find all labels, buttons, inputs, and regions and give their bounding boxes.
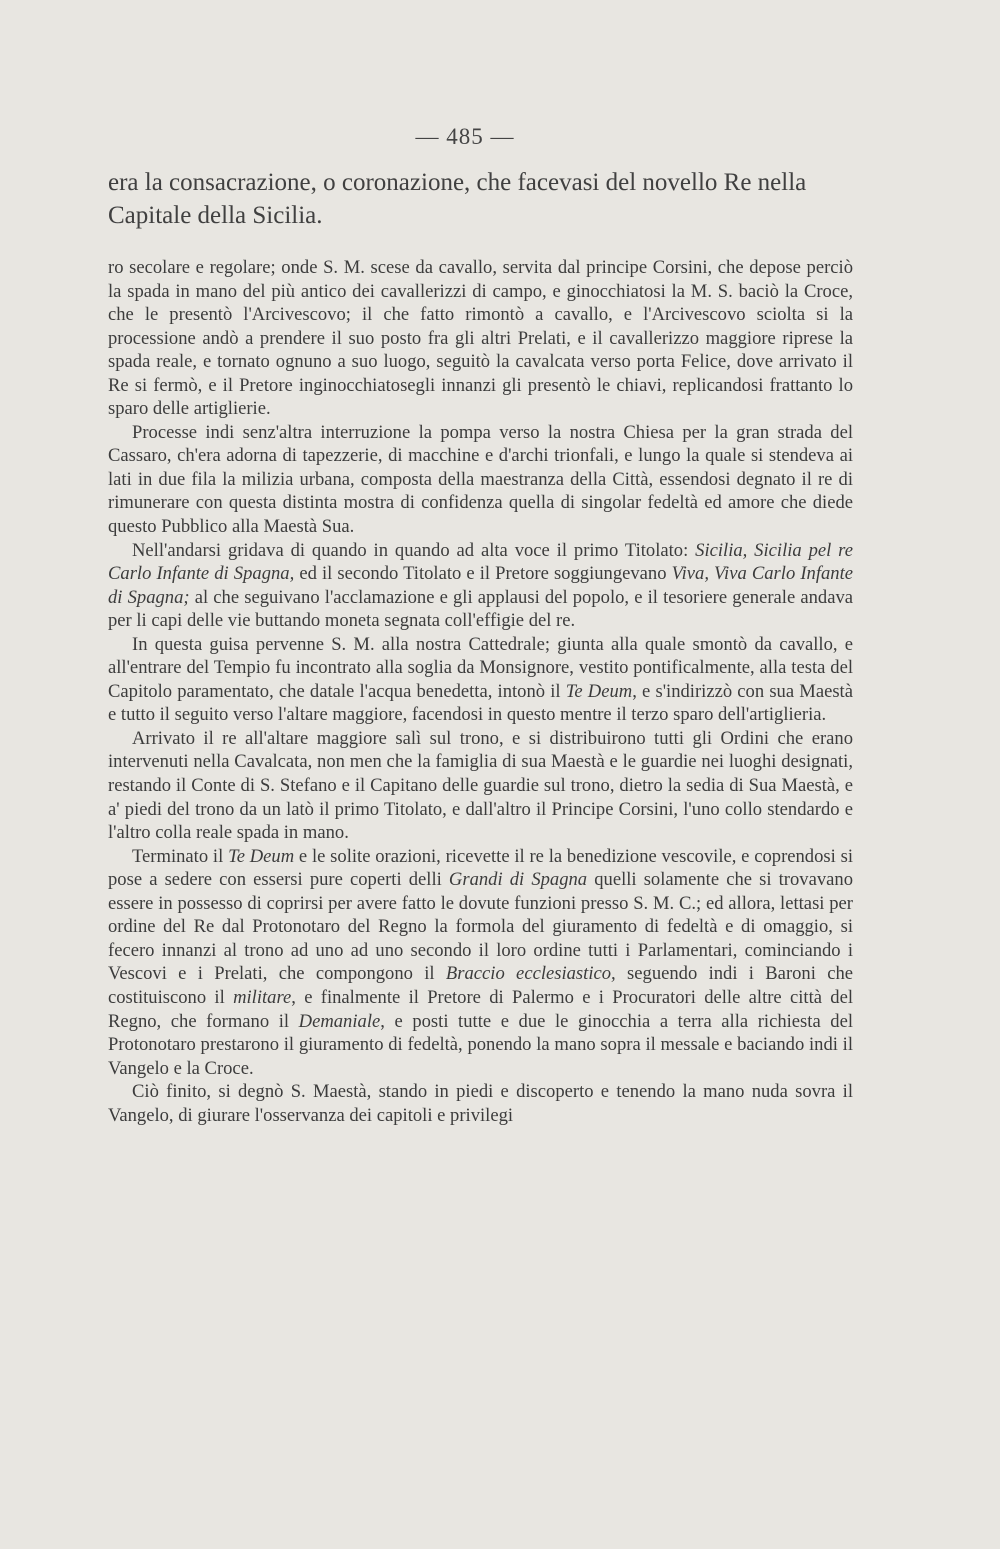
body-paragraph xyxy=(108,727,853,845)
body-paragraph xyxy=(108,539,853,633)
text-run: Processe indi senz'altra interruzione la pompa verso la nostra Chiesa per la gran strada del Cassaro, ch'era adorna di tapezzerie, di macchine e d'archi trionfali, e lungo la quale si stendeva ai lati in due fila la milizia urbana, composta della maestranza della Città, essendosi degnato il re di rimunerare con questa distinta mostra di confidenza quella di singolar fedeltà ed amore che diede questo Pubblico alla Maestà Sua. xyxy=(108,421,853,538)
italic-phrase: Grandi di Spagna xyxy=(448,869,588,891)
italic-phrase: militare xyxy=(233,986,292,1008)
text-run: , e finalmente il Pretore di Palermo e i Procuratori delle altre città del Regno, che formano il xyxy=(108,986,854,1032)
text-run: seguendo indi i Baroni che costituiscono il xyxy=(108,963,854,1008)
text-run: , e s'indirizzò con sua Maestà e tutto il seguito verso l'altare maggiore, facendosi in questo mentre il terzo sparo dell'artiglieria. xyxy=(108,680,853,726)
text-run: ed il secondo Titolato e il Pretore soggiungevano xyxy=(294,563,672,585)
body-text xyxy=(108,256,853,1127)
italic-phrase: Sicilia, Sicilia pel re Carlo Infante di Spagna, xyxy=(108,539,853,585)
body-paragraph xyxy=(108,256,853,421)
body-paragraph xyxy=(108,421,853,539)
text-run: al che seguivano l'acclamazione e gli applausi del popolo, e il tesoriere generale andava per li capi delle vie buttando moneta segnata coll'effigie del re. xyxy=(108,586,853,632)
body-paragraph xyxy=(108,845,853,1080)
body-paragraph xyxy=(108,633,853,727)
intro-paragraph: era la consacrazione, o coronazione, che facevasi del novello Re nella Capitale della Sicilia. xyxy=(108,169,807,229)
italic-phrase: Braccio ecclesiastico, xyxy=(445,963,616,985)
page-number: — 485 — xyxy=(415,124,515,149)
text-run: ro secolare e regolare; onde S. M. scese da cavallo, servita dal principe Corsini, che depose perciò la spada in mano del più antico dei cavallerizzi di campo, e ginocchiatosi la M. S. baciò la Croce, che le presentò l'Arcivescovo; il che fatto rimontò a cavallo, e l'Arcivescovo sciolta si la processione andò a prendere il suo posto fra gli altri Prelati, e il cavallerizzo maggiore riprese la spada reale, e tornato ognuno a suo luogo, seguitò la cavalcata verso porta Felice, dove arrivato il Re si fermò, e il Pretore inginocchiatosegli innanzi gli presentò le chiavi, replicandosi frattanto lo sparo delle artiglierie. xyxy=(108,257,853,420)
text-run: Arrivato il re all'altare maggiore salì sul trono, e si distribuirono tutti gli Ordini che erano intervenuti nella Cavalcata, non men che la famiglia di sua Maestà e le guardie nei luoghi designati, restando il Conte di S. Stefano e il Capitano delle guardie sul trono, dietro la sedia di Sua Maestà, e a' piedi del trono da un latò il primo Titolato, e dall'altro il Principe Corsini, l'uno collo stendardo e l'altro colla reale spada in mano. xyxy=(108,727,853,844)
text-run: Nell'andarsi gridava di quando in quando ad alta voce il primo Titolato: xyxy=(132,539,696,561)
text-run: Terminato il xyxy=(132,845,229,867)
text-run: quelli solamente che si trovavano essere in possesso di coprirsi per avere fatto le dovute funzioni presso S. M. C.; ed allora, lettasi per ordine del Re dal Protonotaro del Regno la formola del giuramento di fedeltà e di omaggio, si fecero innanzi al trono ad uno ad uno secondo il loro ordine tutti i Parlamentari, cominciando i Vescovi e i Prelati, che compongono il xyxy=(108,869,853,985)
text-run: Ciò finito, si degnò S. Maestà, stando in piedi e discoperto e tenendo la mano nuda sovra il Vangelo, di giurare l'osservanza dei capitoli e privilegi xyxy=(108,1081,853,1126)
text-run: , e posti tutte e due le ginocchia a terra alla richiesta del Protonotaro prestarono il giuramento di fedeltà, ponendo la mano sopra il messale e baciando indi il Vangelo e la Croce. xyxy=(108,1010,853,1079)
text-run: e le solite orazioni, ricevette il re la benedizione vescovile, e coprendosi si pose a sedere con essersi pure coperti delli xyxy=(108,845,853,891)
italic-phrase: Te Deum xyxy=(228,845,295,867)
text-run: In questa guisa pervenne S. M. alla nostra Cattedrale; giunta alla quale smontò da cavallo, e all'entrare del Tempio fu incontrato alla soglia da Monsignore, vestito pontificalmente, alla testa del Capitolo paramentato, che datale l'acqua benedetta, intonò il xyxy=(108,633,853,702)
italic-phrase: Demaniale xyxy=(298,1010,381,1032)
italic-phrase: Viva, Viva Carlo Infante di Spagna; xyxy=(108,563,854,608)
body-paragraph xyxy=(108,1080,853,1127)
italic-phrase: Te Deum xyxy=(565,680,633,702)
